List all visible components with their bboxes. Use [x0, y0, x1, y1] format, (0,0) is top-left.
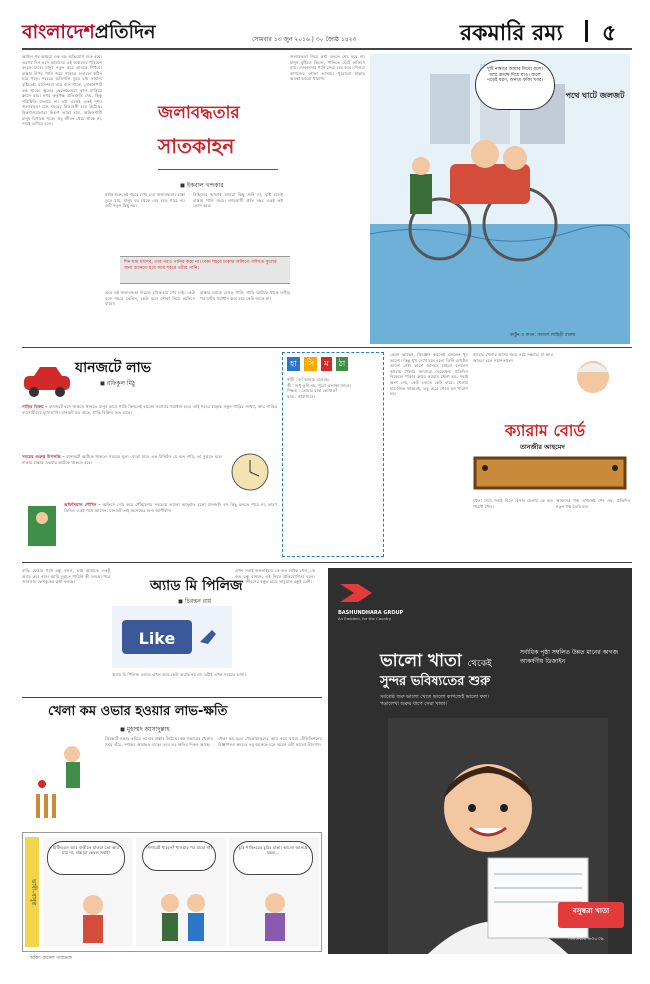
section-rule [22, 562, 632, 563]
article-byline: ◼ চিরন্তন রায় [178, 598, 212, 605]
carrom-title: ক্যারাম বোর্ড [505, 421, 586, 440]
ad-subtext: সর্বশ্রেষ্ঠ শুরু ভালো খেতে ভালো কাগজেই ভালো ফল। পড়ালেখা শুরুর ধাপে সেরা খাতা। [380, 694, 489, 707]
cartoon-caption: পথে ঘাটে জলজট [565, 91, 625, 100]
text-column: খেলা কম হলে খেলোয়াড়দের আয় কমে যাবে। টেলিভিশনের বিজ্ঞাপনও কমবে। তবু অনেকে মনে করেন এটা ভালো উদ্যোগ। [218, 736, 322, 747]
joke-letter: হা [287, 357, 300, 371]
feature-title-line2: সাতকাহন [158, 134, 235, 158]
comic-panel-3 [229, 837, 319, 947]
pull-quote: দিন যায় মাসের, তার পরও পানির কমে না। ঢাকা শহরে ঢাকার অলিতে গলিতে কুলের জন্য গুনেতে হবে আর শহরে ওটায় পানি। [120, 256, 290, 284]
red-car-illustration [22, 362, 72, 400]
carrom-board-illustration [473, 452, 628, 494]
comic-credit: আঁকা: রাসেল পারভেজ [30, 956, 73, 961]
article-byline: ◼ রফিকুল মিঠু [100, 380, 136, 387]
text-column: খেলা শেষে সবাই মিলে হিসাব মেলায় কে কত পয়েন্ট পেল। [473, 498, 553, 509]
feature-byline: ◼ ইকবাল খন্দকার [180, 182, 224, 189]
old-man-illustration [555, 352, 630, 402]
speech-bubble: সিগারেট খাবেন? খাওয়ার পর যাবো না। [142, 841, 216, 871]
ad-headline-1: ভালো খাতা থেকেই [380, 651, 492, 671]
bashundhara-logo-icon [338, 580, 374, 606]
ad-brand-block [338, 580, 418, 634]
comic-strip [22, 832, 322, 952]
header-rule [22, 48, 632, 50]
money-illustration [22, 500, 62, 550]
article-title: অ্যাড মি পিলিজ [150, 578, 243, 594]
article-paragraph: গাড়ির বিক্রয় – যানজটে বসে থাকতে থাকতে মানুষ ভাবে গাড়ি কিনলেই হয়তো সমস্যার সমাধান হবে। তাই শহরে বাড়ছে নতুন গাড়ির সংখ্যা, আর গাড়ির ব্যবসায়ীদের মুখে হাসি। যানজট যত বাড়ে, গাড়ি বিক্রিও তত বাড়ে। [22, 404, 277, 415]
text-column: এখন সবাই অনলাইনে। কে কত লাইক পেল, কে কত বন্ধু বানাল, এই নিয়ে প্রতিযোগিতা চলে। বাস্তব জীবনের বন্ধুর চেয়ে ভার্চুয়াল বন্ধুই বেশি। [235, 568, 315, 585]
text-column: বাড়ি ফেরার পথে বন্ধু বলল, ভাই আমাকে একটু অ্যাড করে নাও। আমি বুঝতে পারিনি কী বলছে। পরে জানলাম ফেসবুকের কথা বলছে। [22, 568, 110, 585]
joke-letter: ঠা [336, 357, 349, 371]
text-column: আমিন পর আমরা এক বড় অভিযোগ শুরু হবে। এরপর দিন এসে আমাদের এই অঞ্চলের পরিবেশ বদলে যাবে। মানুষ নতুন করে ভাবতে শিখবে। রাস্তার উপর পানি জমে থাকলে চলাচল কঠিন হয়ে পড়ে। শহরের অলিগলি ডুবে যায় সামান্য বৃষ্টিতেই। বাসিন্দারা ঘরে বসে থাকে, দোকানপাট বন্ধ থাকে। স্কুলের ছেলেমেয়েরা কাদা মাড়িয়ে ক্লাসে যায়। নগর কর্তৃপক্ষ প্রতিশ্রুতি দেয়, কিন্তু পরিস্থিতি বদলায় না। বর্ষা এলেই একই দৃশ্য। জলাবদ্ধতা যেন শহরের নিত্যসঙ্গী হয়ে উঠেছে। রিকশাওয়ালারা দ্বিগুণ ভাড়া চায়, অফিসগামী মানুষ বিপাকে পড়ে। তবু জীবন থেমে থাকে না, সবাই এগিয়ে চলে। [22, 54, 102, 127]
text-column: কেমন আছেন, জিজ্ঞেস করতেই বললেন খুব ভালো। কিন্তু মুখ দেখে মনে হলো তিনি মোটেও ভালো নেই। কারণ জানতে চাইলে বললেন ক্যারাম খেলায় আবারো হেরেছেন। প্রতিদিন বিকেলে পাড়ার ক্লাবে ক্যারাম খেলা হয়। সবাই অংশ নেয়, কেউ জেতে কেউ হারে। খেলায় হার-জিত থাকবেই, তবু হেরে গেলে মন খারাপ হয়। [390, 352, 468, 397]
cricket-illustration [22, 734, 102, 824]
text-column: বর্ষার শুরুতেই শহরে দেখা দেয় জলাবদ্ধতা। রাস্তা ডুবে যায়, মানুষ ঘর থেকে বের হতে পারে না। এটি নতুন কিছু নয়। [105, 192, 185, 209]
comic-side-label: ভাবী–বাবুর [25, 837, 39, 947]
newspaper-logo[interactable]: বাংলাদেশপ্রতিদিন [22, 21, 156, 43]
carrom-author: তানজীর আহমেদ [520, 443, 565, 451]
article-title: খেলা কম ওভার হওয়ার লাভ-ক্ষতি [48, 704, 228, 719]
feature-title-block [158, 100, 288, 166]
masthead [22, 12, 632, 48]
text-column: ক্যারাম খেলার আসর জমে ওঠে সন্ধ্যায়। চা আর আড্ডা চলে সমানতালে। [473, 352, 553, 363]
advertisement[interactable] [328, 568, 632, 954]
section-rule [22, 697, 322, 698]
article-paragraph: অফিসিয়াল শৌখিন – অফিসে দেরি করে পৌঁছানোর সবচেয়ে ভালো অজুহাত হলো যানজট। বস কিছু বলতে পারে না, কারণ তিনিও একই পথে আসেন। যানজট তাই অনেকের জন্য আশীর্বাদ। [64, 502, 277, 513]
joke-box [282, 352, 384, 557]
ad-features: সর্বাধিক পৃষ্ঠা সম্বলিত উন্নত মানের কাগজ আকর্ষণীয় ডিজাইন [520, 649, 618, 665]
speech-bubble: চুরি পাকিংয়ের চুরির চাকা। আলো আসছে মন্তব্য... [233, 841, 313, 875]
article-byline: ◼ মুহাম্মদ আসাদুল্লাহ [120, 726, 170, 733]
feature-title-line1: জলাবদ্ধতার [158, 103, 240, 123]
like-text: Like [138, 629, 176, 648]
title-underline [158, 169, 278, 170]
date-line: সোমবার ১৩ জুন ২০১৬ | ৩০ জ্যৈষ্ঠ ১৪২৩ [252, 36, 357, 43]
joke-letter: সি [304, 357, 318, 371]
page-number: ৫ [602, 20, 617, 46]
cartoon-speech-bubble: দুটি নাম্বারে আমার মিথ্যে বলে। আর ফ্রান্সে দিয়ে যাও। জলে পড়েই মরণ, অন্যত্র ফাঁকা খবর। [475, 60, 555, 110]
text-column: আমাদের গল্প এখানেই শেষ নয়, প্রতিদিন নতুন গল্প তৈরি হয়। [556, 498, 630, 509]
article-paragraph: সময়ের গুরুত্ব উপলব্ধি – যানজটে আটকে থাকলে সময়ের মূল্য বোঝা যায়। এক মিনিটও যে কত দামি, তা বুঝতে হলে ঢাকার রাস্তায় একবার আটকে থাকতে হবে। [22, 454, 222, 465]
clock-illustration [225, 450, 275, 495]
ad-brand-tag: An Emblem, for the Country [338, 616, 392, 621]
section-rule [22, 347, 632, 348]
joke-letter: ম [321, 357, 331, 371]
speech-bubble: মিটিংয়েও আর বাড়ীতে যাওয়া তো আর যায় না, বাচ্চারা কেবল সবাই। [47, 841, 125, 875]
like-illustration [112, 606, 232, 668]
text-column: জলাবদ্ধতা নিয়ে কথা বললে শেষ হবে না। মানুষ বৃষ্টিতে ভিজে, পানিতে হেঁটে অফিসে যায়। দোকানদার পানি সেচে বের করে। শিশুরা কাগজের নৌকা ভাসায়। পুরোনো ঢাকায় অবস্থা আরো খারাপ। [290, 54, 365, 82]
text-column: ক্রিকেটে ওভার কমিয়ে আনার প্রস্তাব উঠেছে। কম ওভারের খেলায় সময় বাঁচে, দর্শকের আগ্রহও বাড়ে। তবে এর ক্ষতির দিকও আছে। [105, 736, 213, 747]
section-title: রকমারি রম্য [460, 20, 563, 46]
ad-product-badge[interactable]: বসুন্ধরা খাতা [558, 902, 624, 928]
cartoon-credit: কার্টুন ও কথন: কাজল লাহিড়ী বারুক [510, 333, 576, 338]
ad-code: জিডিবার ৬৩০৩৯ [568, 936, 604, 942]
ad-headline-2: সুন্দর ভবিষ্যতের শুরু [380, 674, 491, 689]
joke-header [287, 357, 379, 371]
comic-panel-2 [136, 837, 226, 947]
section-divider [585, 20, 588, 42]
ad-brand-group: BASHUNDHARA GROUP [338, 610, 404, 616]
text-column: মিছিলের আগেই আমরা কিছু শুনি না, বৃষ্টি হলেই রাস্তায় পানি জমে। নগরবাসী প্রতি বছর একই কষ্ট ভোগ করে। [193, 192, 283, 209]
text-column: তবে এই জলাবদ্ধতা নিয়েও রসিকতার শেষ নেই। কেউ বলে শহরে ভেনিস, কেউ বলে নৌকা নিয়ে অফিসে যাবো। [105, 290, 195, 307]
article-title: যানজটে লাভ [75, 360, 152, 376]
text-column: অ্যাড মি পিলিজ বললে এখন আর কেউ অবাক হয় না। এটাই এখন সময়ের ভাষা। [112, 672, 247, 677]
text-column: রাস্তার মোড়ে মোড়ে পানি, গাড়ি আটকে থাকে ঘণ্টার পর ঘণ্টা। সমাধান কবে হবে কেউ জানে না। [200, 290, 290, 301]
comic-panel-1 [43, 837, 133, 947]
joke-text: স্বামী : হ্যাঁ আমায় বলেছে। স্ত্রী : শুধু তুমি নয়, পুরো এলাকা জানে। শিক্ষক : তোমার বাবা কোথায়? ছাত্র : কারাগারে। [287, 377, 352, 399]
